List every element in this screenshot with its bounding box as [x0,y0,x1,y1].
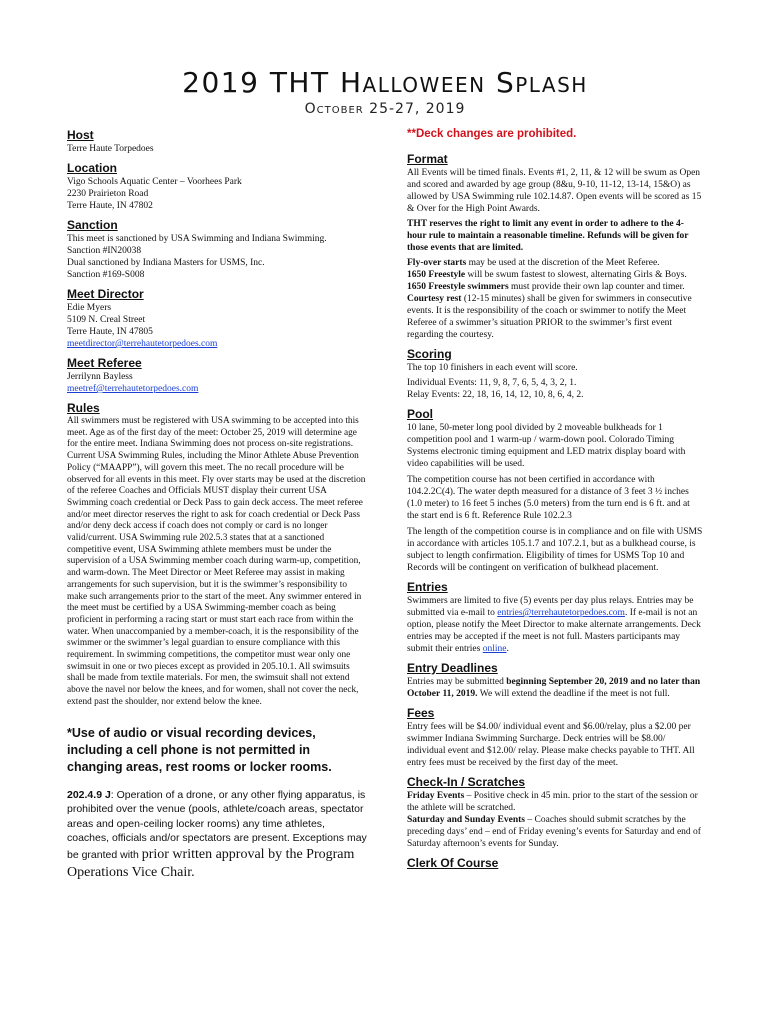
format-text: All Events will be timed finals. Events #1, 2, 11, & 12 will be swum as Open and scored and awarded by age group (8&u, 9-10, 11-12, 13-14, 15&O) as allowed by USA Swimming rule 102.14.87. Open events will be scored as 15 & Over for the High Point Awards. [407,168,702,214]
checkin-heading: Check-In / Scratches [407,775,526,789]
fees-text: Entry fees will be $4.00/ individual event and $6.00/relay, plus a $2.00 per swimmer Indiana Swimming Surcharge. Deck entries will be $8.00/ individual event and $12.00/ relay. Please make checks payable to THT. All entry fees must be received by the first day of the meet. [407,722,695,768]
format-1650: 1650 Freestyle will be swum fastest to slowest, alternating Girls & Boys. 1650 Freestyle swimmers must provide their own lap counter and timer. [407,270,687,292]
location-section [67,161,369,212]
deck-changes-notice: **Deck changes are prohibited. [407,128,577,140]
pool-length: The length of the competition course is in compliance and on file with USMS in accordance with articles 105.1.7 and 107.2.1, but as a bulkhead course, is subject to length confirmation. Eligibility of times for USMS Top 10 and Records will be contingent on verification of bulkhead placement. [407,527,703,573]
host-name: Terre Haute Torpedoes [67,144,154,154]
sanction-line: Sanction #169-S008 [67,270,145,280]
sanction-line: Dual sanctioned by Indiana Masters for USMS, Inc. [67,258,265,268]
host-heading: Host [67,128,94,142]
location-line: Terre Haute, IN 47802 [67,201,153,211]
checkin-section [407,775,703,850]
meet-referee-section [67,356,369,395]
pool-description: 10 lane, 50-meter long pool divided by 2 moveable bulkheads for 1 competition pool and 1 warm-up / warm-down pool. Colorado Timing Systems electronic timing equipment and LED matrix display board with video capabilities will be used. [407,423,686,469]
location-line: 2230 Prairieton Road [67,189,149,199]
scoring-line: The top 10 finishers in each event will score. [407,363,578,373]
checkin-friday: Friday Events – Positive check in 45 min. prior to the start of the session or the athlete will be scratched. [407,791,698,813]
meet-director-line: Edie Myers [67,303,112,313]
drone-rule-number: 202.4.9 J [67,788,111,801]
clerk-section [407,856,703,871]
pool-certification: The competition course has not been certified in accordance with 104.2.2C(4). The water depth measured for a distance of 3 feet 3 ½ inches (1.0 meter) to 16 feet 5 inches (5.0 meters) from the turn end is 6 ft. and at the start end is 6 ft. Reference Rule 102.2.3 [407,475,690,521]
drone-rule-approval: prior written approval by the Program Operations Vice Chair. [67,846,355,880]
drone-rule-text: : Operation of a drone, or any other flying apparatus, is prohibited over the venue (pools, athlete/coach areas, spectator areas and open-ceiling locker rooms) any time athletes, coaches, officials and/or spectators are present. Exceptions may be granted with [67,788,367,861]
scoring-line: Relay Events: 22, 18, 16, 14, 12, 10, 8, 6, 4, 2. [407,390,584,400]
fees-section [407,706,703,769]
meet-referee-email-link[interactable]: meetref@terrehautetorpedoes.com [67,384,199,394]
entries-heading: Entries [407,580,448,594]
clerk-heading: Clerk Of Course [407,856,499,870]
drone-rule [67,788,369,882]
sanction-section [67,218,369,281]
entries-section [407,580,703,655]
scoring-heading: Scoring [407,347,452,361]
format-limit-notice: THT reserves the right to limit any event in order to adhere to the 4-hour rule to maintain a reasonable timeline. Refunds will be given for those events that are limited. [407,219,689,253]
entry-deadlines-text: Entries may be submitted beginning September 20, 2019 and no later than October 11, 2019. We will extend the deadline if the meet is not full. [407,677,701,699]
checkin-weekend: Saturday and Sunday Events – Coaches should submit scratches by the preceding days’ end – end of Friday evening’s events for Saturday and end of Saturday afternoon’s events for Sunday. [407,815,701,849]
rules-heading: Rules [67,401,100,415]
host-section [67,128,369,155]
meet-director-line: 5109 N. Creal Street [67,315,146,325]
fees-heading: Fees [407,706,435,720]
rules-text: All swimmers must be registered with USA swimming to be accepted into this meet. Age as of the first day of the meet: October 25, 2019 will determine age for the entire meet. Indiana Swimming does not process on-site registrations. Current USA Swimming Rules, including the Minor Athlete Abuse Prevention Policy (“MAAPP”), will govern this meet. The no recall procedure will be observed for all events in this meet. Fly over starts may be used at the discretion of the referee Coaches and Officials MUST display their current USA Swimming coach credential or Deck Pass to gain deck access. The meet referee and/or meet director reserves the right to ask for coach credential or Deck Pass and/or deny deck access if coach does not comply or card is no longer valid/current. USA Swimming rule 202.5.3 states that at a sanctioned competitive event, USA Swimming athlete members must be under the supervision of a USA Swimming member coach during warm-up, competition, and warm-down. The Meet Director or Meet Referee may assist in making arrangements for such supervision, but it is the swimmer’s responsibility to make such arrangements prior to the start of the meet. Any swimmer entered in the meet must be certified by a USA Swimming-member coach as being proficient in performing a racing start or must start each race from within the water. When unaccompanied by a member-coach, it is the responsibility of the swimmer or the swimmer’s legal guardian to ensure compliance with this requirement. In swimming competitions, the competitor must wear only one swimsuit in one or two pieces except as provided in 205.10.1. All swimsuits shall be made from textile materials. For men, the swimsuit shall not extend above the navel nor below the knees, and for women, shall not cover the neck, extend past the shoulder, nor extend below the knee. [67,416,366,707]
format-flyover: Fly-over starts may be used at the discretion of the Meet Referee. [407,258,660,268]
scoring-section [407,347,703,401]
format-heading: Format [407,152,448,166]
format-courtesy: Courtesy rest (12-15 minutes) shall be given for swimmers in consecutive events. It is the responsibility of the coach or swimmer to notify the Meet Referee of a swimmer’s situation PRIOR to the swimmer’s first event regarding the courtesy. [407,294,692,340]
left-column [67,128,369,882]
meet-dates: October 25-27, 2019 [304,101,466,117]
meet-director-section [67,287,369,350]
right-column [407,128,703,877]
meet-title: 2019 THT Halloween Splash [182,66,588,99]
meet-referee-name: Jerrilynn Bayless [67,372,133,382]
entry-deadlines-heading: Entry Deadlines [407,661,498,675]
meet-director-email-link[interactable]: meetdirector@terrehautetorpedoes.com [67,339,218,349]
sanction-line: Sanction #IN20038 [67,246,142,256]
meet-director-heading: Meet Director [67,287,144,301]
location-heading: Location [67,161,117,175]
pool-section [407,407,703,574]
entries-text: Swimmers are limited to five (5) events per day plus relays. Entries may be submitted via e-mail to entries@terrehautetorpedoes.com. If e-mail is not an option, please notify the Meet Director to make alternate arrangements. Deck entries may be accepted if the meet is not full. Masters participants may submit their entries online. [407,596,701,654]
entry-deadlines-section [407,661,703,700]
recording-notice: *Use of audio or visual recording devices, including a cell phone is not permitted in changing areas, rest rooms or locker rooms. [67,725,332,774]
format-section [407,152,703,341]
meet-director-line: Terre Haute, IN 47805 [67,327,153,337]
entries-online-link[interactable]: online [482,644,507,654]
pool-heading: Pool [407,407,433,421]
rules-section [67,401,369,709]
entries-email-link[interactable]: entries@terrehautetorpedoes.com [497,608,625,618]
meet-referee-heading: Meet Referee [67,356,142,370]
scoring-line: Individual Events: 11, 9, 8, 7, 6, 5, 4, 3, 2, 1. [407,378,577,388]
location-line: Vigo Schools Aquatic Center – Voorhees Park [67,177,242,187]
sanction-line: This meet is sanctioned by USA Swimming and Indiana Swimming. [67,234,327,244]
sanction-heading: Sanction [67,218,118,232]
